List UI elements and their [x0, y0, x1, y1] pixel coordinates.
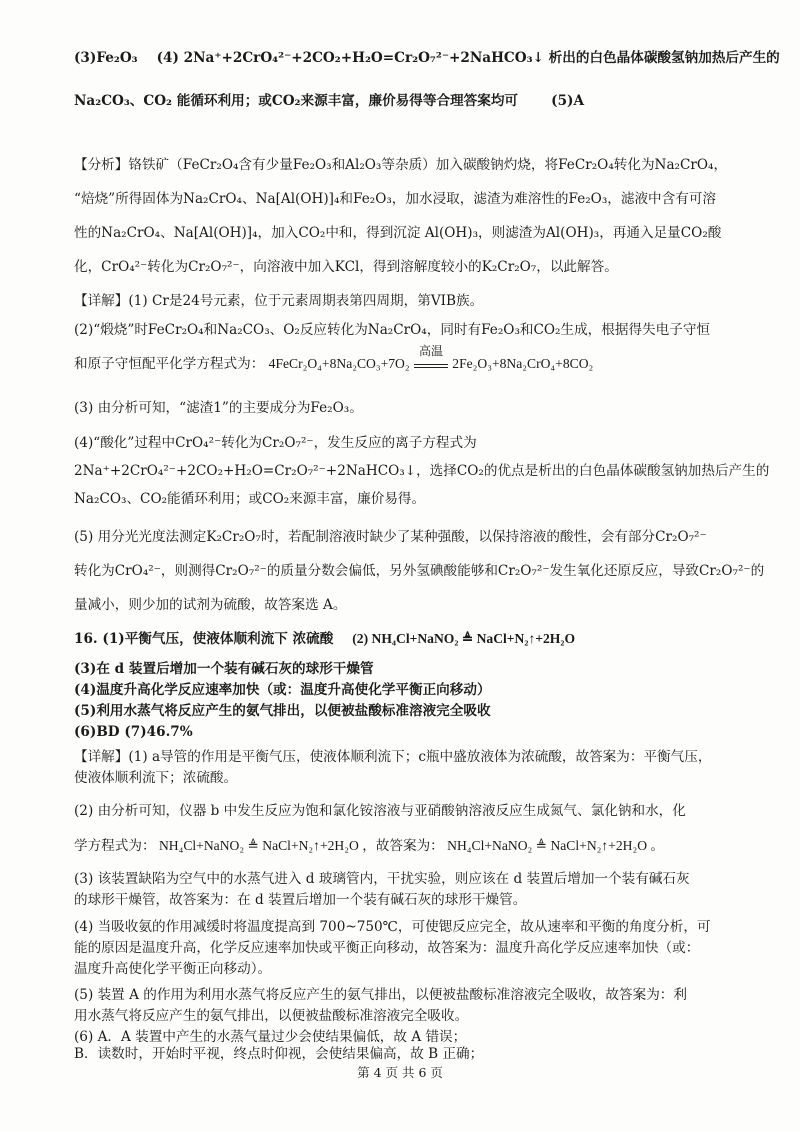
q16-answer-5: (5)利用水蒸气将反应产生的氨气排出，以便被盐酸标准溶液完全吸收: [74, 703, 491, 719]
detail16-part-3a: (3) 该装置缺陷为空气中的水蒸气进入 d 玻璃管内，干扰实验，则应该在 d 装置后增加一个装有碱石灰: [74, 871, 690, 887]
detail15-part-4a: (4)“酸化”过程中CrO₄²⁻转化为Cr₂O₇²⁻，发生反应的离子方程式为: [74, 435, 477, 451]
q15-answer-4-cont: Na₂CO₃、CO₂ 能循环利用；或CO₂来源丰富，廉价易得等合理答案均可: [74, 93, 519, 109]
q16-answer-6-7: (6)BD (7)46.7%: [74, 724, 193, 740]
analysis-line-1: 【分析】铬铁矿（FeCr₂O₄含有少量Fe₂O₃和Al₂O₃等杂质）加入碳酸钠灼烧，将FeCr₂O₄转化为Na₂CrO₄，: [74, 157, 728, 173]
detail15-equation-left: 4FeCr₂O₄+8Na₂CO₃+7O₂: [268, 356, 410, 371]
detail15-part-5a: (5) 用分光光度法测定K₂Cr₂O₇时，若配制溶液时缺少了某种强酸，以保持溶液的酸性，会有部分Cr₂O₇²⁻: [74, 529, 707, 545]
detail15-part-2b: [74, 344, 740, 374]
detail16-part-2a: (2) 由分析可知，仪器 b 中发生反应为饱和氯化铵溶液与亚硝酸钠溶液反应生成氮气、氯化钠和水，化: [74, 803, 686, 819]
detail16-part-6a: (6) A．A 装置中产生的水蒸气量过少会使结果偏低，故 A 错误；: [74, 1029, 467, 1045]
detail16-part-4b: 能的原因是温度升高，化学反应速率加快或平衡正向移动，故答案为：温度升高化学反应速率加快（或：: [74, 940, 700, 956]
detail16-part-4c: 温度升高使化学平衡正向移动）。: [74, 961, 272, 977]
detail16-part-5b: 用水蒸气将反应产生的氨气排出，以便被盐酸标准溶液完全吸收。: [74, 1008, 469, 1024]
q15-answer-3: (3)Fe₂O₃: [74, 50, 138, 66]
high-temp-condition: [414, 344, 448, 368]
detail15-part-2b-text: 和原子守恒配平化学方程式为：: [74, 356, 265, 372]
q16-answer-1: 16. (1)平衡气压，使液体顺利流下 浓硫酸: [74, 631, 334, 647]
detail15-part-5c: 量减小，则少加的试剂为硫酸，故答案选 A。: [74, 597, 347, 613]
equals-sign: [414, 364, 448, 368]
detail15-part-3: (3) 由分析可知，“滤渣1”的主要成分为Fe₂O₃。: [74, 400, 363, 416]
detail15-part-4c: Na₂CO₃、CO₂能循环利用；或CO₂来源丰富，廉价易得。: [74, 491, 426, 507]
detail16-part-1a: 【详解】(1) a导管的作用是平衡气压，使液体顺利流下；c瓶中盛放液体为浓硫酸，故答案为：平衡气压，: [74, 749, 712, 765]
analysis-line-2: “焙烧”所得固体为Na₂CrO₄、Na[Al(OH)]₄和Fe₂O₃，加水浸取，滤渣为难溶性的Fe₂O₃，滤液中含有可溶: [74, 191, 717, 207]
detail16-part-5a: (5) 装置 A 的作用为利用水蒸气将反应产生的氨气排出，以便被盐酸标准溶液完全吸收，故答案为：利: [74, 987, 687, 1003]
q15-answer-line-1: [74, 48, 780, 68]
q15-answer-line-2: [74, 91, 740, 111]
detail15-equation-right: 2Fe₂O₃+8Na₂CrO₄+8CO₂: [452, 356, 594, 371]
analysis-line-4: 化，CrO₄²⁻转化为Cr₂O₇²⁻，向溶液中加入KCl，得到溶解度较小的K₂Cr₂O₇，以此解答。: [74, 259, 618, 275]
analysis-line-3: 性的Na₂CrO₄、Na[Al(OH)]₄，加入CO₂中和，得到沉淀 Al(OH)₃，则滤渣为Al(OH)₃，再通入足量CO₂酸: [74, 225, 722, 241]
q16-answer-2: (2) NH₄Cl+NaNO₂ ≜ NaCl+N₂↑+2H₂O: [352, 631, 576, 646]
detail16-part-4a: (4) 当吸收氨的作用减缓时将温度提高到 700~750℃，可使锶反应完全，故从速率和平衡的角度分析，可: [74, 919, 711, 935]
page-footer: 第 4 页 共 6 页: [357, 1065, 443, 1080]
detail16-part-3b: 的球形干燥管，故答案为：在 d 装置后增加一个装有碱石灰的球形干燥管。: [74, 892, 527, 908]
q16-answer-3: (3)在 d 装置后增加一个装有碱石灰的球形干燥管: [74, 661, 374, 677]
detail15-part-5b: 转化为CrO₄²⁻，则测得Cr₂O₇²⁻的质量分数会偏低，另外氢碘酸能够和Cr₂O₇²⁻发生氧化还原反应，导致Cr₂O₇²⁻的: [74, 563, 765, 579]
detail15-part-4b: 2Na⁺+2CrO₄²⁻+2CO₂+H₂O=Cr₂O₇²⁻+2NaHCO₃↓，选择CO₂的优点是析出的白色晶体碳酸氢钠加热后产生的: [74, 463, 770, 479]
detail15-part-2a: (2)“煅烧”时FeCr₂O₄和Na₂CO₃、O₂反应转化为Na₂CrO₄，同时有Fe₂O₃和CO₂生成，根据得失电子守恒: [74, 322, 711, 338]
q16-answer-4: (4)温度升高化学反应速率加快（或：温度升高使化学平衡正向移动）: [74, 682, 491, 698]
detail16-part-1b: 使液体顺利流下；浓硫酸。: [74, 770, 238, 786]
detail16-part-2b: 学方程式为： NH₄Cl+NaNO₂ ≜ NaCl+N₂↑+2H₂O ，故答案为： NH₄Cl+NaNO₂ ≜ NaCl+N₂↑+2H₂O 。: [74, 838, 664, 853]
detail16-part-6b: B．读数时，开始时平视，终点时仰视，会使结果偏高，故 B 正确；: [74, 1046, 484, 1062]
q15-answer-5: (5)A: [551, 93, 585, 109]
q16-answer-1-2: [74, 629, 740, 649]
high-temp-label: 高温: [418, 344, 443, 358]
q15-answer-4: (4) 2Na⁺+2CrO₄²⁻+2CO₂+H₂O=Cr₂O₇²⁻+2NaHCO₃↓ 析出的白色晶体碳酸氢钠加热后产生的: [156, 50, 780, 66]
detail15-part-1: 【详解】(1) Cr是24号元素，位于元素周期表第四周期，第VIB族。: [74, 293, 484, 309]
